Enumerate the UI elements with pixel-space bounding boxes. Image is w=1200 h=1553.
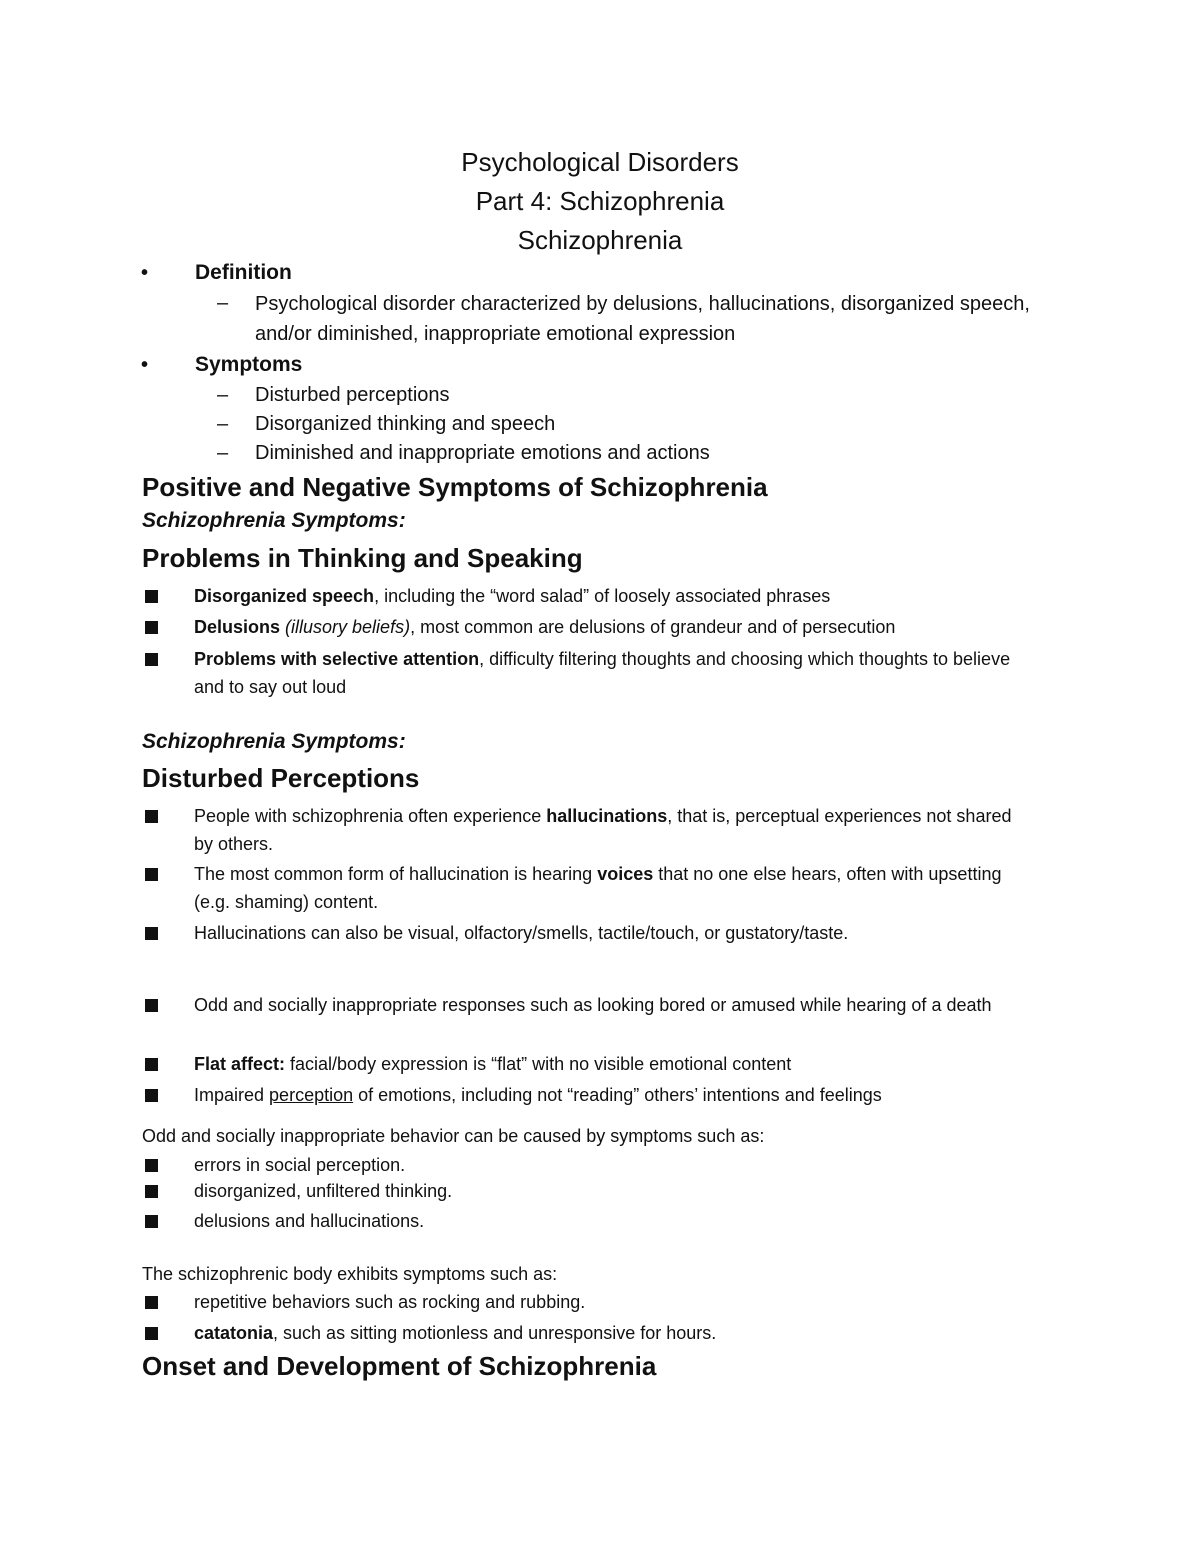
symptom-item: Disturbed perceptions	[255, 384, 450, 406]
square-bullet-icon	[145, 810, 158, 823]
list-item: Impaired perception of emotions, including not “reading” others’ intentions and feelings	[194, 1085, 882, 1105]
paragraph: Odd and socially inappropriate behavior can be caused by symptoms such as:	[142, 1126, 765, 1146]
definition-text: Psychological disorder characterized by delusions, hallucinations, disorganized speech, and/or diminished, inappropriate emotional expression	[255, 293, 1030, 345]
list-item: errors in social perception.	[194, 1155, 406, 1175]
bullet-icon: •	[141, 262, 149, 284]
definition-label: Definition	[195, 261, 292, 284]
dash-icon: –	[217, 292, 229, 314]
subheading-symptoms: Schizophrenia Symptoms:	[142, 730, 406, 753]
square-bullet-icon	[145, 1185, 158, 1198]
subheading-symptoms: Schizophrenia Symptoms:	[142, 509, 406, 532]
dash-icon: –	[217, 442, 229, 464]
square-bullet-icon	[145, 927, 158, 940]
heading-onset-development: Onset and Development of Schizophrenia	[142, 1351, 657, 1381]
list-item: disorganized, unfiltered thinking.	[194, 1181, 453, 1201]
square-bullet-icon	[145, 653, 158, 666]
paragraph: The schizophrenic body exhibits symptoms such as:	[142, 1264, 558, 1284]
square-bullet-icon	[145, 868, 158, 881]
doc-section-title: Schizophrenia	[517, 225, 683, 255]
square-bullet-icon	[145, 621, 158, 634]
list-item: Delusions (illusory beliefs), most common are delusions of grandeur and of persecution	[194, 617, 896, 637]
list-item: catatonia, such as sitting motionless and unresponsive for hours.	[194, 1323, 717, 1343]
symptom-item: Disorganized thinking and speech	[255, 413, 556, 435]
list-item: Problems with selective attention, difficulty filtering thoughts and choosing which thoughts to believe and to say out loud	[194, 649, 1011, 697]
symptom-item: Diminished and inappropriate emotions and actions	[255, 442, 710, 464]
heading-disturbed-perceptions: Disturbed Perceptions	[142, 763, 420, 793]
heading-positive-negative: Positive and Negative Symptoms of Schizophrenia	[142, 472, 768, 502]
square-bullet-icon	[145, 1327, 158, 1340]
square-bullet-icon	[145, 590, 158, 603]
list-item: Odd and socially inappropriate responses such as looking bored or amused while hearing of a death	[194, 995, 992, 1015]
square-bullet-icon	[145, 999, 158, 1012]
heading-thinking-speaking: Problems in Thinking and Speaking	[142, 543, 583, 573]
doc-title: Psychological Disorders	[461, 147, 739, 177]
dash-icon: –	[217, 384, 229, 406]
square-bullet-icon	[145, 1296, 158, 1309]
symptoms-label: Symptoms	[195, 353, 303, 376]
list-item: repetitive behaviors such as rocking and rubbing.	[194, 1292, 586, 1312]
list-item: The most common form of hallucination is hearing voices that no one else hears, often with upsetting (e.g. shaming) content.	[194, 864, 1002, 912]
doc-subtitle: Part 4: Schizophrenia	[475, 186, 725, 216]
list-item: People with schizophrenia often experience hallucinations, that is, perceptual experiences not shared by others.	[194, 806, 1012, 854]
square-bullet-icon	[145, 1159, 158, 1172]
list-item: Disorganized speech, including the “word salad” of loosely associated phrases	[194, 586, 831, 606]
list-item: delusions and hallucinations.	[194, 1211, 425, 1231]
dash-icon: –	[217, 413, 229, 435]
list-item: Flat affect: facial/body expression is “flat” with no visible emotional content	[194, 1054, 792, 1074]
square-bullet-icon	[145, 1058, 158, 1071]
square-bullet-icon	[145, 1089, 158, 1102]
bullet-icon: •	[141, 354, 149, 376]
list-item: Hallucinations can also be visual, olfactory/smells, tactile/touch, or gustatory/taste.	[194, 923, 849, 943]
square-bullet-icon	[145, 1215, 158, 1228]
